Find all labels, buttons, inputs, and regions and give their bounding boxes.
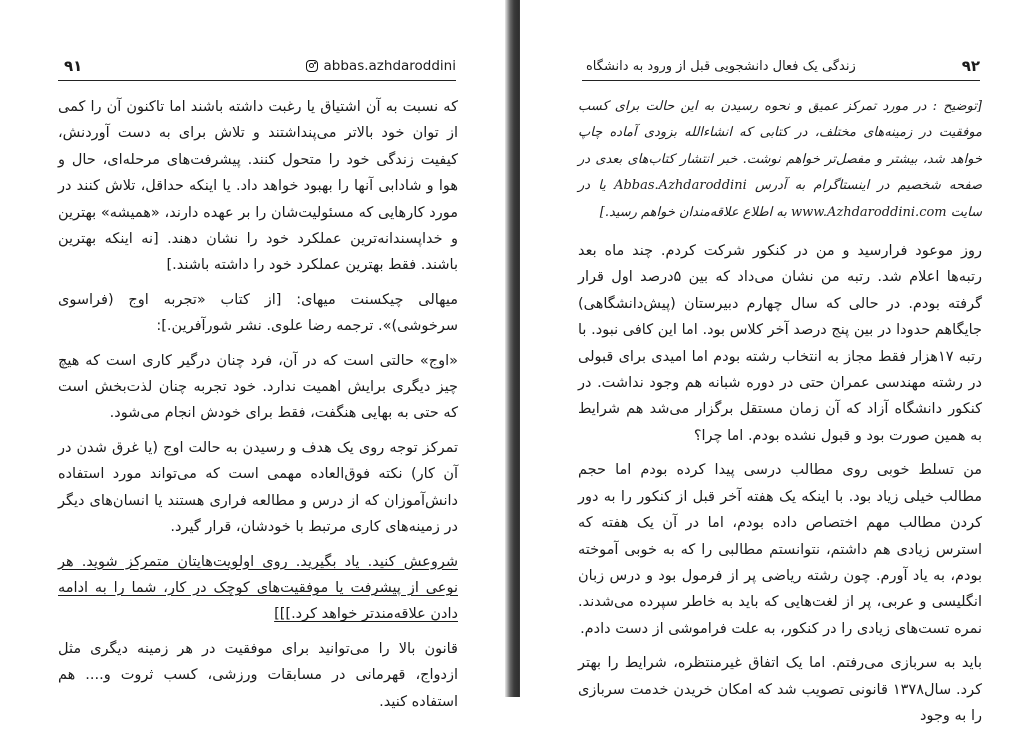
right-page [520,0,1024,724]
page-number: ۹۲ [961,57,980,75]
paragraph: میهالی چیکسنت میهای: [از کتاب «تجربه اوج (فراسوی سرخوشی)». ترجمه رضا علوی. نشر شورآفرین.]: [58,291,458,335]
header-rule [582,80,980,81]
right-page-body [578,94,982,737]
paragraph: که نسبت به آن اشتیاق یا رغبت داشته باشند اما تاکنون آن را کمی از توان خود بالاتر می‌پنداشتند و تلاش برای به دست آوردنش، کیفیت زندگی خود را متحول کنند. پیشرفت‌های مرحله‌ای، حال و هوا و شادابی آنها را بهبود خواهد داد. یا اینکه حداقل، تلاش کنند در مورد کارهایی که مسئولیت‌شان را بر عهده دارند، «همیشه» بهترین و خداپسندانه‌ترین عملکرد خود را نشان دهند. [نه اینکه بهترین باشند. فقط بهترین عملکرد خود را داشته باشند.] [58,99,458,274]
paragraph: «اوج» حالتی است که در آن، فرد چنان درگیر کاری است که هیچ چیز دیگری برایش اهمیت ندارد. خود تجربه چنان لذت‌بخش است که حتی به بهایی هنگفت، فقط برای خودش انجام می‌شود. [58,352,458,422]
underlined-paragraph: شروعش کنید. یاد بگیرید. روی اولویت‌هایتان متمرکز شوید. هر نوعی از پیشرفت یا موفقیت‌های کوچک در کار، شما را به ادامه دادن علاقه‌مندتر خواهد کرد.]]] [58,553,458,623]
left-page [0,0,512,710]
paragraph: روز موعود فرارسید و من در کنکور شرکت کردم. چند ماه بعد رتبه‌ها اعلام شد. رتبه من نشان می‌داد که بین ۵درصد اول قرار گرفته بودم. در حالی که سال چهارم دبیرستان (پیش‌دانشگاهی) جایگاهم حدودا در بین پنج درصد آخر کلاس بود. اما این کافی نبود. با رتبه ۱۷هزار فقط مجاز به انتخاب رشته بودم اما امیدی برای قبولی در رشته مهندسی عمران حتی در دوره شبانه هم وجود نداشت. در کنکور دانشگاه آزاد که آن زمان مستقل برگزار می‌شد هم شرایط به همین صورت بود و قبول نشده بودم. اما چرا؟ [578,243,982,444]
left-page-header [58,57,456,79]
paragraph: باید به سربازی می‌رفتم. اما یک اتفاق غیرمنتظره، شرایط را بهتر کرد. سال۱۳۷۸ قانونی تصویب شد که امکان خریدن خدمت سربازی را به وجود [578,655,982,724]
instagram-icon [306,60,318,72]
handwritten-note: [توضیح : در مورد تمرکز عمیق و نحوه رسیدن به این حالت برای کسب موفقیت در زمینه‌های مختلف، در کتابی که انشاءالله بزودی آماده چاپ خواهد شد، بیشتر و مفصل‌تر خواهم نوشت. خبر انتشار کتاب‌های بعدی در صفحه شخصیم در اینستاگرام به آدرس Abbas.Azhdaroddini یا در سایت www.Azhdaroddini.com به اطلاع علاقه‌مندان خواهم رسید.] [578,99,982,220]
header-rule [58,80,456,81]
instagram-handle-text: abbas.azhdaroddini [323,58,456,74]
left-page-body [58,94,458,723]
instagram-handle [306,58,456,74]
paragraph: تمرکز توجه روی یک هدف و رسیدن به حالت اوج (یا غرق شدن در آن کار) نکته فوق‌العاده مهمی است که می‌تواند مورد استفاده دانش‌آموزان که از درس و مطالعه فراری هستند یا انسان‌های دیگر در زمینه‌های کاری مرتبط با خودشان، قرار گیرد. [58,439,458,536]
right-page-header [582,57,980,79]
paragraph: من تسلط خوبی روی مطالب درسی پیدا کرده بودم اما حجم مطالب خیلی زیاد بود. با اینکه یک هفته آخر قبل از کنکور را به دور کردن مطالب مهم اختصاص داده بودم، اما در آن یک هفته که استرس زیادی هم داشتم، نتوانستم مطالبی را که به خوبی آموخته بودم، به یاد آورم. چون رشته ریاضی پر از فرمول بود و درس زبان انگلیسی و عربی، پر از لغت‌هایی که باید به خاطر سپرده می‌شدند. نمره تست‌های زیادی را در کنکور، به علت فراموشی از دست دادم. [578,462,982,637]
running-title: زندگی یک فعال دانشجویی قبل از ورود به دانشگاه [586,59,856,74]
paragraph: قانون بالا را می‌توانید برای موفقیت در هر زمینه دیگری مثل ازدواج، قهرمانی در مسابقات ورزشی، کسب ثروت و.... هم استفاده کنید. [58,640,458,710]
page-number: ۹۱ [64,57,83,75]
